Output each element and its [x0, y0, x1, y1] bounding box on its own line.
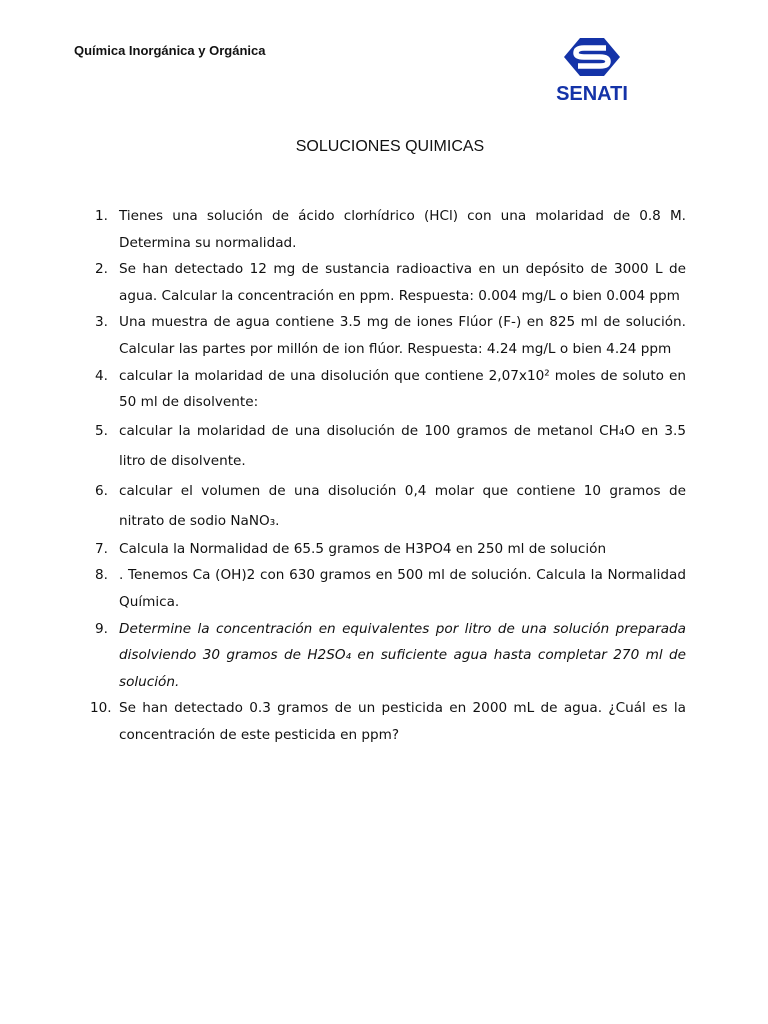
problem-item — [88, 562, 686, 615]
problem-item — [88, 416, 686, 476]
problem-number: 9. — [95, 620, 108, 637]
problem-item — [88, 309, 686, 362]
problem-text: Determine la concentración en equivalentes por litro de una solución preparada disolviendo 30 gramos de H2SO₄ en suficiente agua hasta completar 270 ml de solución. — [119, 620, 686, 690]
problem-number: 3. — [95, 314, 108, 331]
problem-number: 10. — [90, 700, 112, 717]
problem-text: Se han detectado 12 mg de sustancia radioactiva en un depósito de 3000 L de agua. Calcular la concentración en ppm. Respuesta: 0.004 mg/L o bien 0.004 ppm — [119, 261, 686, 304]
document-title: SOLUCIONES QUIMICAS — [295, 138, 485, 155]
senati-emblem-icon — [562, 36, 622, 78]
problem-text: calcular el volumen de una disolución 0,4 molar que contiene 10 gramos de nitrato de sodio NaNO₃. — [119, 482, 686, 529]
problem-number: 4. — [95, 367, 108, 384]
problem-text: calcular la molaridad de una disolución de 100 gramos de metanol CH₄O en 3.5 litro de disolvente. — [119, 422, 686, 469]
problem-item — [88, 203, 686, 256]
problem-text: Calcula la Normalidad de 65.5 gramos de H3PO4 en 250 ml de solución — [119, 540, 607, 557]
problem-item — [88, 536, 686, 563]
problem-text: Se han detectado 0.3 gramos de un pesticida en 2000 mL de agua. ¿Cuál es la concentración de este pesticida en ppm? — [119, 700, 686, 743]
problem-number: 2. — [95, 261, 108, 278]
course-header: Química Inorgánica y Orgánica — [74, 43, 266, 58]
logo-wordmark: SENATI — [556, 83, 628, 105]
problem-text: calcular la molaridad de una disolución que contiene 2,07x10² moles de soluto en 50 ml de disolvente: — [119, 367, 686, 411]
senati-logo — [536, 34, 648, 110]
problem-item — [88, 256, 686, 309]
problem-number: 1. — [95, 208, 108, 224]
problem-item — [88, 363, 686, 416]
problem-item — [88, 476, 686, 536]
problem-item — [88, 695, 686, 748]
problem-number: 7. — [95, 540, 108, 557]
problem-number: 8. — [95, 567, 108, 584]
problem-number: 5. — [95, 422, 108, 439]
problem-item — [88, 616, 686, 696]
problem-text: Una muestra de agua contiene 3.5 mg de iones Flúor (F-) en 825 ml de solución. Calcular las partes por millón de ion flúor. Respuesta: 4.24 mg/L o bien 4.24 ppm — [119, 314, 686, 357]
problem-text: Tienes una solución de ácido clorhídrico (HCl) con una molaridad de 0.8 M. Determina su normalidad. — [119, 208, 686, 251]
problem-list — [88, 203, 686, 749]
problem-text: . Tenemos Ca (OH)2 con 630 gramos en 500 ml de solución. Calcula la Normalidad Química. — [119, 567, 686, 610]
problem-number: 6. — [95, 482, 108, 499]
